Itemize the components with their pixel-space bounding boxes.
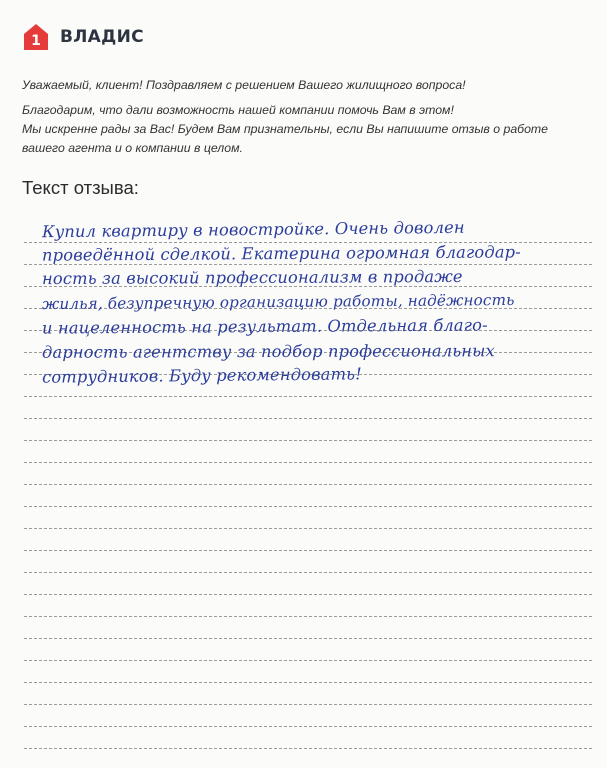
handwritten-line: жилья, безупречную организацию работы, надёжность — [41, 290, 515, 314]
handwritten-line: и нацеленность на результат. Отдельная благо- — [41, 315, 488, 338]
handwritten-line: ность за высокий профессионализм в продаже — [41, 266, 463, 289]
handwritten-line: дарность агентству за подбор профессиональных — [41, 341, 495, 362]
intro-line: Мы искренне рады за Вас! Будем Вам признательны, если Вы напишите отзыв о работе — [22, 122, 549, 136]
intro-line: Благодарим, что дали возможность нашей компании помочь Вам в этом! — [22, 103, 454, 117]
handwritten-line: Купил квартиру в новостройке. Очень доволен — [41, 217, 465, 242]
intro-greeting: Уважаемый, клиент! Поздравляем с решением Вашего жилищного вопроса! — [22, 78, 466, 92]
logo-number: 1 — [31, 33, 41, 49]
review-title: Текст отзыва: — [22, 177, 139, 198]
handwritten-line: сотрудников. Буду рекомендовать! — [41, 364, 362, 387]
handwritten-line: проведённой сделкой. Екатерина огромная благодар- — [41, 242, 521, 265]
brand-name: ВЛАДИС — [60, 27, 144, 47]
intro-line: вашего агента и о компании в целом. — [22, 141, 243, 155]
